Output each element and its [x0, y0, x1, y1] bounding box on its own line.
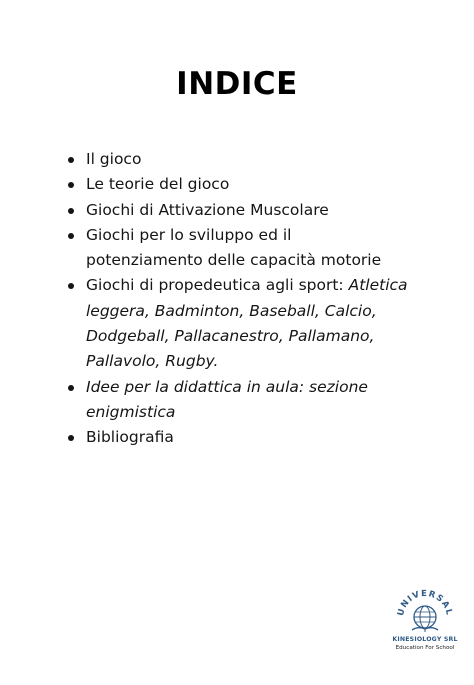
toc-item-text: Le teorie del gioco — [86, 175, 230, 194]
bullet-icon — [68, 435, 74, 441]
toc-item — [68, 375, 408, 426]
bullet-icon — [68, 208, 74, 214]
toc-item-sports-list: Atletica leggera, Badminton, Baseball, Calcio, Dodgeball, Pallacanestro, Pallamano, Pallavolo, Rugby. — [86, 276, 408, 371]
toc-item-text: Giochi di Attivazione Muscolare — [86, 200, 329, 219]
logo-arc-text: UNIVERSAL — [395, 588, 454, 617]
toc-item — [68, 198, 408, 223]
toc-item-text: Idee per la didattica in aula: sezione enigmistica — [86, 377, 368, 421]
toc-item — [68, 223, 408, 274]
toc-item — [68, 172, 408, 197]
toc-item — [68, 273, 408, 374]
toc-item-text: Bibliografia — [86, 428, 174, 447]
toc-item — [68, 425, 408, 450]
bullet-icon — [68, 283, 74, 289]
page-title: INDICE — [176, 66, 298, 102]
bullet-icon — [68, 233, 74, 239]
toc-item-text: Giochi per lo sviluppo ed il potenziamento delle capacità motorie — [86, 225, 382, 270]
toc-item — [68, 147, 408, 172]
table-of-contents — [68, 147, 408, 451]
toc-item-text — [86, 276, 408, 370]
logo-tagline: Education For School — [395, 645, 455, 651]
svg-text:UNIVERSAL — [396, 589, 454, 617]
bullet-icon — [68, 157, 74, 163]
logo-company-name: KINESIOLOGY SRL — [392, 636, 458, 643]
toc-item-prefix: Giochi di propedeutica agli sport: — [86, 276, 349, 295]
bullet-icon — [68, 385, 74, 391]
bullet-icon — [68, 182, 74, 188]
globe-book-icon — [394, 584, 456, 636]
toc-item-text: Il gioco — [86, 150, 142, 168]
